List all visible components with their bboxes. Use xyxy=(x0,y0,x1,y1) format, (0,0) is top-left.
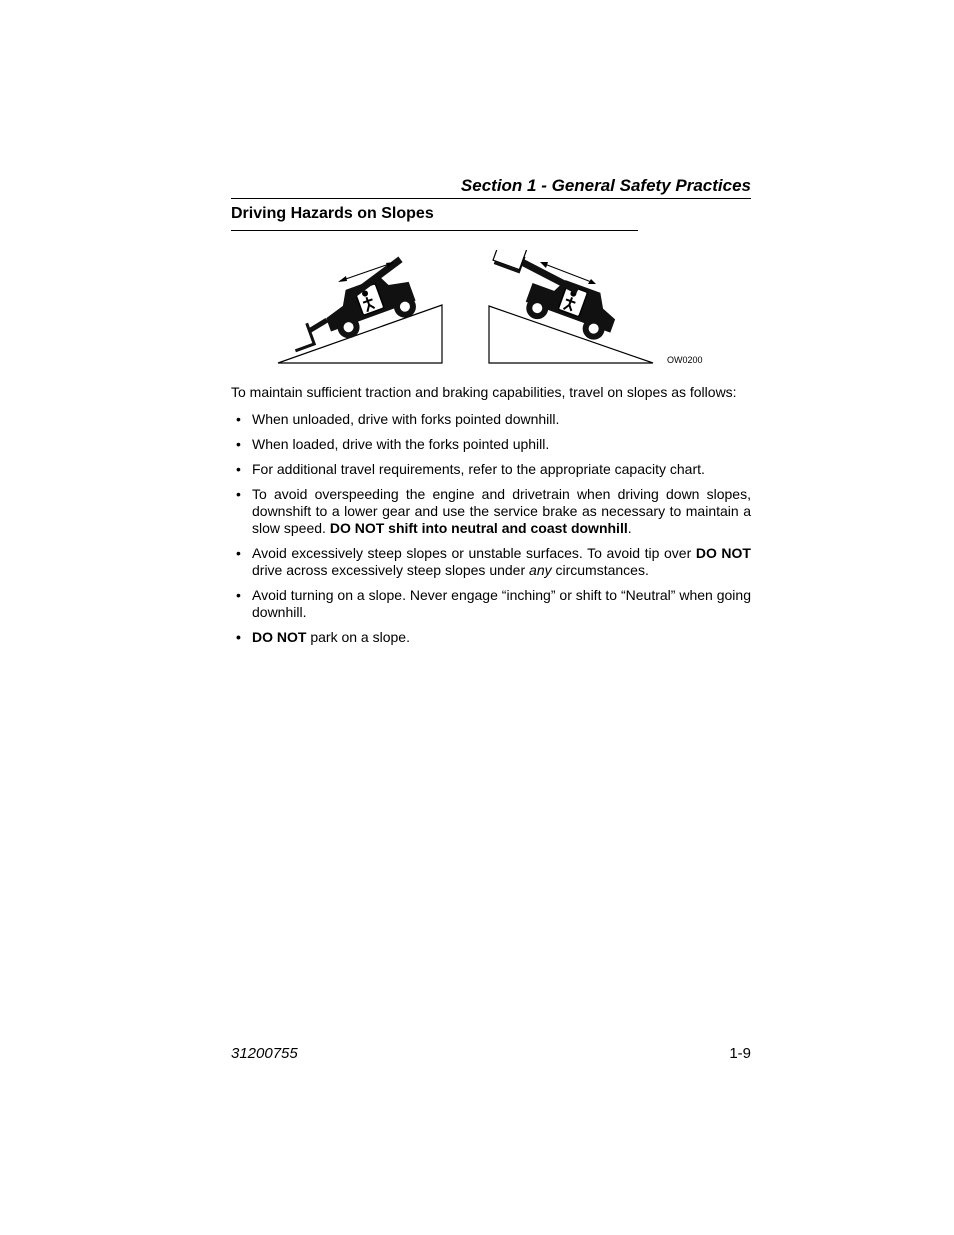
section-heading: Driving Hazards on Slopes xyxy=(231,205,638,231)
intro-paragraph: To maintain sufficient traction and braking capabilities, travel on slopes as follows: xyxy=(231,384,737,400)
list-item: • When loaded, drive with the forks pointed uphill. xyxy=(236,436,550,452)
list-item: • For additional travel requirements, refer to the appropriate capacity chart. xyxy=(236,461,705,477)
list-item: • When unloaded, drive with forks pointed downhill. xyxy=(236,411,560,427)
page-number: 1-9 xyxy=(729,1045,751,1062)
list-item: • DO NOT park on a slope. xyxy=(236,629,410,645)
list-item: • Avoid turning on a slope. Never engage “inching” or shift to “Neutral” when going downhill. xyxy=(236,587,751,620)
bullet-list xyxy=(231,411,751,654)
list-item: • To avoid overspeeding the engine and drivetrain when driving down slopes, downshift to a lower gear and use the service brake as necessary to maintain a slow speed. DO NOT shift into neutral and coast downhill. xyxy=(236,486,751,536)
slope-illustration xyxy=(270,250,710,370)
section-header: Section 1 - General Safety Practices xyxy=(231,176,751,199)
figure-code: OW0200 xyxy=(667,355,703,365)
list-item: • Avoid excessively steep slopes or unstable surfaces. To avoid tip over DO NOT drive across excessively steep slopes under any circumstances. xyxy=(236,545,751,578)
document-number: 31200755 xyxy=(231,1045,298,1062)
